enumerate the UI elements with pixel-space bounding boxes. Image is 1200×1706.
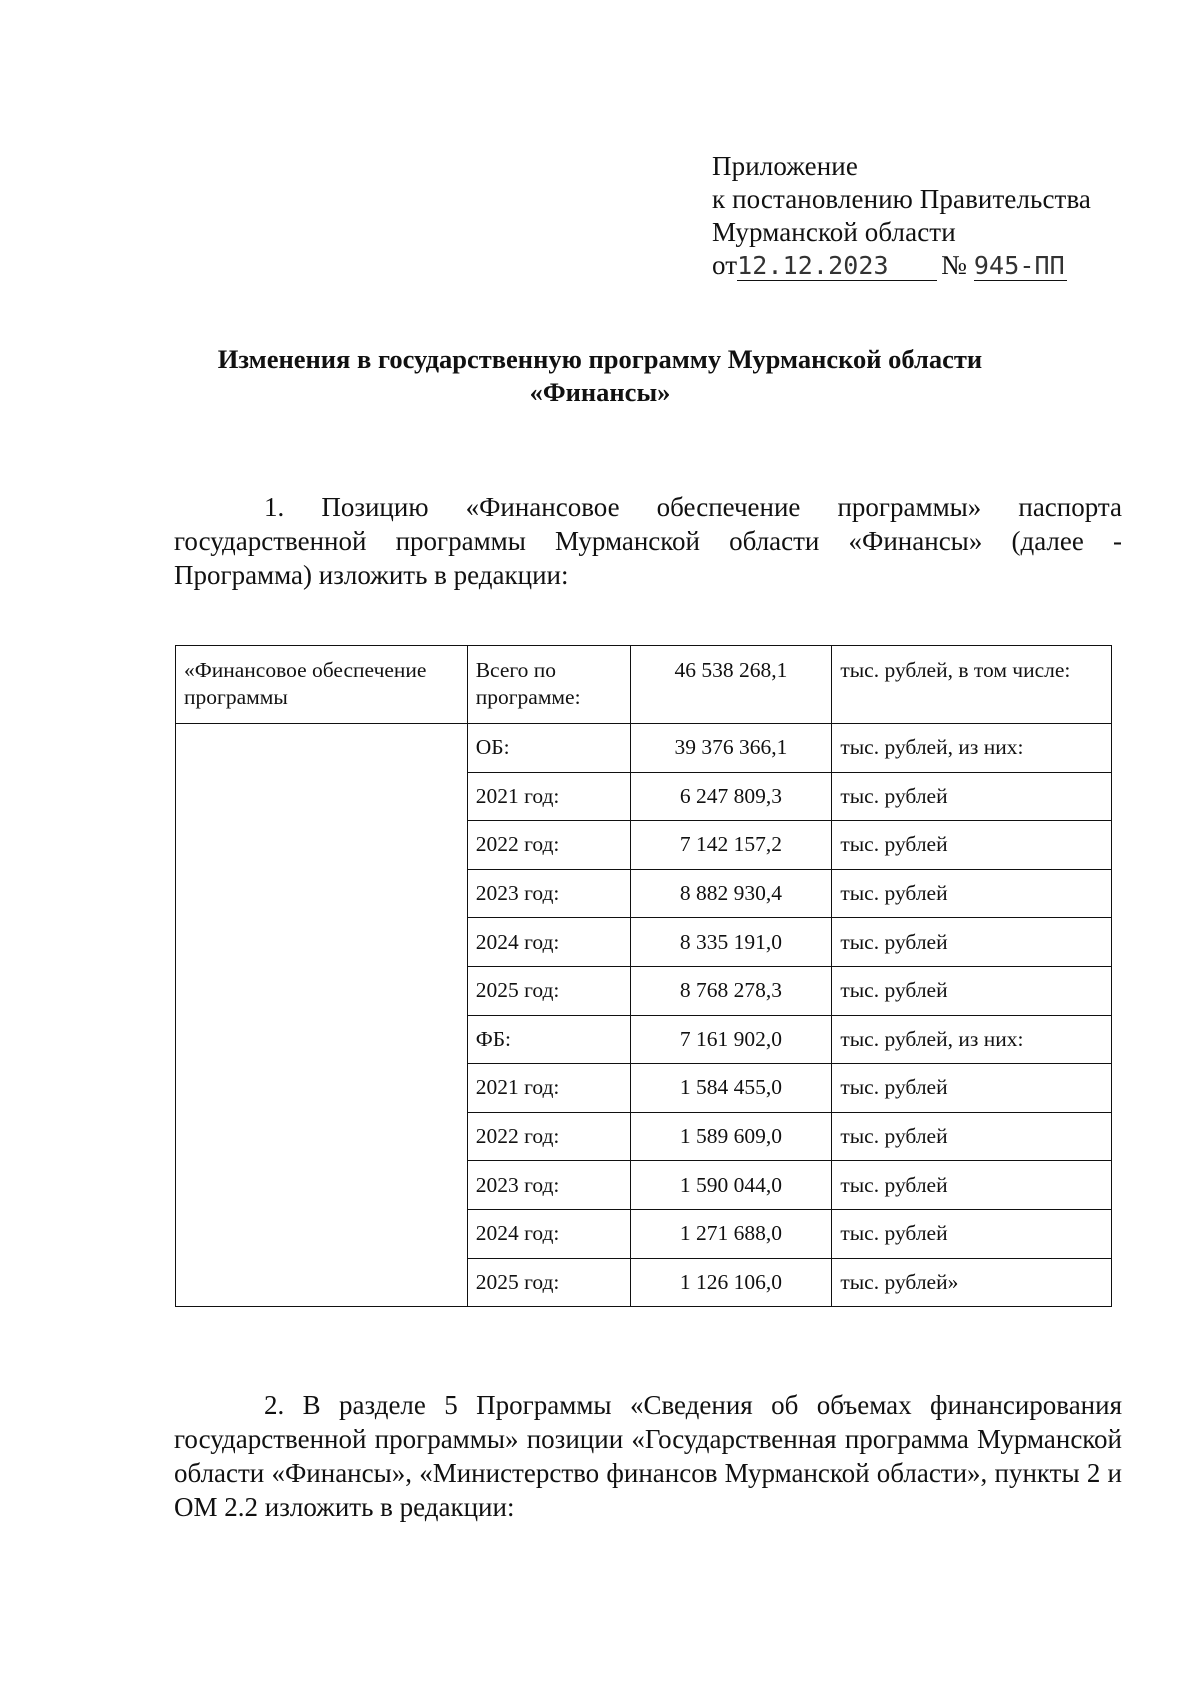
row-value-cell: 8 335 191,0 [630, 918, 832, 967]
row-label-cell: 2022 год: [467, 821, 630, 870]
resolution-date: 12.12.2023 [737, 252, 937, 281]
row-unit-cell: тыс. рублей [832, 1112, 1112, 1161]
appendix-line-2: к постановлению Правительства [712, 184, 1092, 214]
document-title [150, 343, 1050, 409]
position-cell: «Финансовое обеспечение программы [176, 646, 468, 724]
row-value-cell: 1 584 455,0 [630, 1064, 832, 1113]
row-label-cell: 2025 год: [467, 966, 630, 1015]
row-unit-cell: тыс. рублей [832, 772, 1112, 821]
total-unit-cell: тыс. рублей, в том числе: [832, 646, 1112, 724]
row-unit-cell: тыс. рублей [832, 869, 1112, 918]
row-unit-cell: тыс. рублей, из них: [832, 724, 1112, 773]
total-label-cell: Всего по программе: [467, 646, 630, 724]
row-value-cell: 7 161 902,0 [630, 1015, 832, 1064]
row-label-cell: 2021 год: [467, 772, 630, 821]
from-prefix: от [712, 250, 738, 280]
row-unit-cell: тыс. рублей» [832, 1258, 1112, 1307]
row-unit-cell: тыс. рублей [832, 1064, 1112, 1113]
row-value-cell: 7 142 157,2 [630, 821, 832, 870]
row-label-cell: 2021 год: [467, 1064, 630, 1113]
row-label-cell: 2024 год: [467, 918, 630, 967]
appendix-line-1: Приложение [712, 151, 858, 181]
row-value-cell: 1 271 688,0 [630, 1209, 832, 1258]
row-label-cell: ОБ: [467, 724, 630, 773]
row-label-cell: ФБ: [467, 1015, 630, 1064]
resolution-number: 945-ПП [973, 251, 1065, 280]
row-unit-cell: тыс. рублей, из них: [832, 1015, 1112, 1064]
row-value-cell: 1 589 609,0 [630, 1112, 832, 1161]
row-value-cell: 1 590 044,0 [630, 1161, 832, 1210]
row-label-cell: 2025 год: [467, 1258, 630, 1307]
title-line-1: Изменения в государственную программу Мурманской области [217, 344, 983, 374]
row-label-cell: 2023 год: [467, 869, 630, 918]
paragraph-1-text: 1. Позицию «Финансовое обеспечение программы» паспорта государственной программы Мурманской области «Финансы» (далее - Программа) изложить в редакции: [174, 492, 1122, 590]
row-unit-cell: тыс. рублей [832, 1161, 1112, 1210]
table-header-row [176, 646, 1112, 724]
row-value-cell: 39 376 366,1 [630, 724, 832, 773]
row-unit-cell: тыс. рублей [832, 918, 1112, 967]
paragraph-2 [174, 1388, 1122, 1524]
row-unit-cell: тыс. рублей [832, 966, 1112, 1015]
number-sign: № [941, 250, 968, 280]
row-label-cell: 2022 год: [467, 1112, 630, 1161]
row-label-cell: 2023 год: [467, 1161, 630, 1210]
paragraph-2-text: 2. В разделе 5 Программы «Сведения об объемах финансирования государственной программы» позиции «Государственная программа Мурманской области «Финансы», «Министерство финансов Мурманской области», пункты 2 и ОМ 2.2 изложить в редакции: [174, 1390, 1122, 1522]
row-unit-cell: тыс. рублей [832, 821, 1112, 870]
row-value-cell: 8 768 278,3 [630, 966, 832, 1015]
total-value-cell: 46 538 268,1 [630, 646, 832, 724]
row-value-cell: 6 247 809,3 [630, 772, 832, 821]
appendix-line-3: Мурманской области [712, 217, 956, 247]
row-label-cell: 2024 год: [467, 1209, 630, 1258]
financing-table [175, 645, 1112, 1307]
appendix-block [712, 150, 1091, 282]
title-line-2: «Финансы» [529, 377, 671, 407]
empty-position-cell [176, 724, 468, 1307]
table-row [176, 724, 1112, 773]
row-value-cell: 8 882 930,4 [630, 869, 832, 918]
row-value-cell: 1 126 106,0 [630, 1258, 832, 1307]
paragraph-1 [174, 490, 1122, 592]
row-unit-cell: тыс. рублей [832, 1209, 1112, 1258]
appendix-date-line [712, 249, 1091, 282]
